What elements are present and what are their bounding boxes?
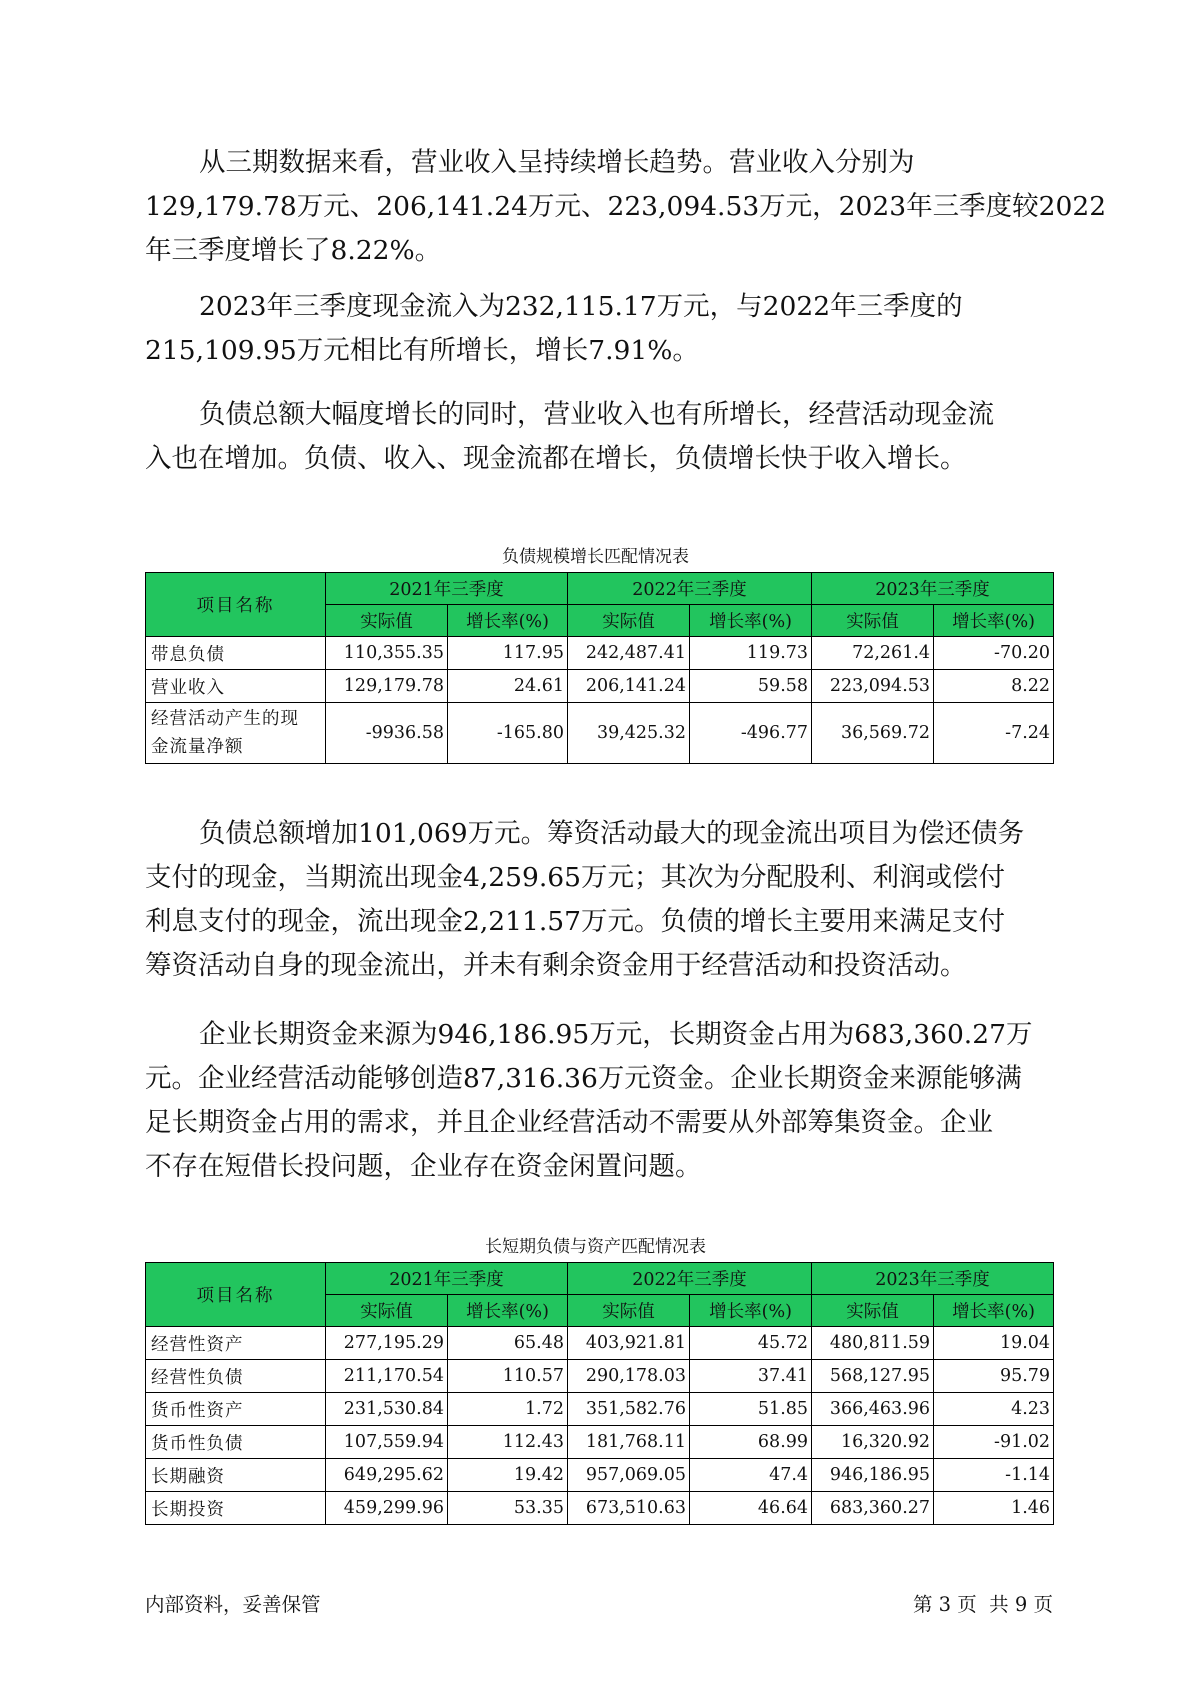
table-cell: -165.80 <box>448 703 568 764</box>
column-header-actual: 实际值 <box>812 1295 934 1327</box>
column-header-period: 2022年三季度 <box>568 573 812 605</box>
table-cell: -70.20 <box>934 637 1054 670</box>
table-row <box>146 670 1054 703</box>
paragraph-cash-inflow: 2023年三季度现金流入为232,115.17万元，与2022年三季度的 215,109.95万元相比有所增长，增长7.91%。 <box>145 291 963 366</box>
table-cell: -1.14 <box>934 1459 1054 1492</box>
table-cell: 480,811.59 <box>812 1327 934 1360</box>
table-cell: -91.02 <box>934 1426 1054 1459</box>
table-cell: 351,582.76 <box>568 1393 690 1426</box>
table-cell: 277,195.29 <box>326 1327 448 1360</box>
table-row <box>146 1327 1054 1360</box>
table-cell: 72,261.4 <box>812 637 934 670</box>
table-cell: 673,510.63 <box>568 1492 690 1525</box>
table-cell: 242,487.41 <box>568 637 690 670</box>
row-label: 货币性负债 <box>146 1426 326 1459</box>
table-cell: 37.41 <box>690 1360 812 1393</box>
table-cell: 45.72 <box>690 1327 812 1360</box>
column-header-actual: 实际值 <box>568 605 690 637</box>
table-cell: 366,463.96 <box>812 1393 934 1426</box>
table-cell: -9936.58 <box>326 703 448 764</box>
paragraph-long-term-funds: 企业长期资金来源为946,186.95万元，长期资金占用为683,360.27万 元。企业经营活动能够创造87,316.36万元资金。企业长期资金来源能够满 足长期资金占用的需求，并且企业经营活动不需要从外部筹集资金。企业 不存在短借长投问题，企业存在资金闲置问题。 <box>145 1019 1033 1182</box>
table-row <box>146 1426 1054 1459</box>
table-cell: 223,094.53 <box>812 670 934 703</box>
table-cell: 107,559.94 <box>326 1426 448 1459</box>
table-cell: 16,320.92 <box>812 1426 934 1459</box>
table-cell: 19.42 <box>448 1459 568 1492</box>
table-cell: 8.22 <box>934 670 1054 703</box>
table-cell: 47.4 <box>690 1459 812 1492</box>
footer-page-number: 第 3 页 共 9 页 <box>912 1593 1053 1616</box>
table-header-row <box>146 573 1054 605</box>
table-cell: 181,768.11 <box>568 1426 690 1459</box>
table-cell: 946,186.95 <box>812 1459 934 1492</box>
paragraph-revenue-trend: 从三期数据来看，营业收入呈持续增长趋势。营业收入分别为 129,179.78万元、206,141.24万元、223,094.53万元，2023年三季度较2022 年三季度增长了8.22%。 <box>145 147 1107 266</box>
table-row <box>146 1360 1054 1393</box>
table-cell: -496.77 <box>690 703 812 764</box>
column-header-growth: 增长率(%) <box>934 1295 1054 1327</box>
table-cell: 459,299.96 <box>326 1492 448 1525</box>
table-cell: 231,530.84 <box>326 1393 448 1426</box>
column-header-growth: 增长率(%) <box>690 605 812 637</box>
table-cell: 65.48 <box>448 1327 568 1360</box>
column-header-period: 2022年三季度 <box>568 1263 812 1295</box>
row-label: 货币性资产 <box>146 1393 326 1426</box>
table-cell: 59.58 <box>690 670 812 703</box>
table-cell: 211,170.54 <box>326 1360 448 1393</box>
table-cell: 957,069.05 <box>568 1459 690 1492</box>
table-cell: 46.64 <box>690 1492 812 1525</box>
table2-caption: 长短期负债与资产匹配情况表 <box>485 1237 706 1257</box>
column-header-actual: 实际值 <box>326 1295 448 1327</box>
paragraph-debt-growth: 负债总额大幅度增长的同时，营业收入也有所增长，经营活动现金流 入也在增加。负债、收入、现金流都在增长，负债增长快于收入增长。 <box>145 399 994 474</box>
table-cell: 206,141.24 <box>568 670 690 703</box>
row-label-line: 金流量净额 <box>151 737 244 757</box>
liability-asset-table <box>145 1262 1054 1525</box>
table-cell: 53.35 <box>448 1492 568 1525</box>
debt-growth-table <box>145 572 1054 764</box>
column-header-growth: 增长率(%) <box>448 1295 568 1327</box>
table-cell: 568,127.95 <box>812 1360 934 1393</box>
table-cell: 68.99 <box>690 1426 812 1459</box>
row-label-line: 经营活动产生的现 <box>151 709 299 729</box>
table-row <box>146 1459 1054 1492</box>
paragraph-debt-usage: 负债总额增加101,069万元。筹资活动最大的现金流出项目为偿还债务 支付的现金，当期流出现金4,259.65万元；其次为分配股利、利润或偿付 利息支付的现金，流出现金2,211.57万元。负债的增长主要用来满足支付 筹资活动自身的现金流出，并未有剩余资金用于经营活动和投资活动。 <box>145 818 1025 981</box>
table-cell: 649,295.62 <box>326 1459 448 1492</box>
column-header-period: 2023年三季度 <box>812 573 1054 605</box>
table-row <box>146 1492 1054 1525</box>
column-header-growth: 增长率(%) <box>448 605 568 637</box>
column-header-name: 项目名称 <box>146 573 326 637</box>
column-header-actual: 实际值 <box>568 1295 690 1327</box>
table-cell: -7.24 <box>934 703 1054 764</box>
column-header-actual: 实际值 <box>812 605 934 637</box>
table-cell: 117.95 <box>448 637 568 670</box>
table-cell: 1.46 <box>934 1492 1054 1525</box>
column-header-period: 2023年三季度 <box>812 1263 1054 1295</box>
table-cell: 24.61 <box>448 670 568 703</box>
row-label: 长期融资 <box>146 1459 326 1492</box>
table-cell: 51.85 <box>690 1393 812 1426</box>
column-header-growth: 增长率(%) <box>690 1295 812 1327</box>
column-header-growth: 增长率(%) <box>934 605 1054 637</box>
row-label: 营业收入 <box>146 670 326 703</box>
column-header-period: 2021年三季度 <box>326 1263 568 1295</box>
table-cell: 4.23 <box>934 1393 1054 1426</box>
table-cell: 19.04 <box>934 1327 1054 1360</box>
row-label: 经营性资产 <box>146 1327 326 1360</box>
table-cell: 95.79 <box>934 1360 1054 1393</box>
table-row <box>146 1393 1054 1426</box>
table-cell: 110.57 <box>448 1360 568 1393</box>
table-cell: 39,425.32 <box>568 703 690 764</box>
table-cell: 290,178.03 <box>568 1360 690 1393</box>
row-label <box>146 703 326 764</box>
table-row <box>146 637 1054 670</box>
row-label: 带息负债 <box>146 637 326 670</box>
table-cell: 403,921.81 <box>568 1327 690 1360</box>
column-header-actual: 实际值 <box>326 605 448 637</box>
table-cell: 36,569.72 <box>812 703 934 764</box>
column-header-name: 项目名称 <box>146 1263 326 1327</box>
table-row <box>146 703 1054 764</box>
table-cell: 110,355.35 <box>326 637 448 670</box>
row-label: 经营性负债 <box>146 1360 326 1393</box>
row-label: 长期投资 <box>146 1492 326 1525</box>
table-cell: 1.72 <box>448 1393 568 1426</box>
table-cell: 112.43 <box>448 1426 568 1459</box>
table-cell: 129,179.78 <box>326 670 448 703</box>
table-cell: 119.73 <box>690 637 812 670</box>
table-header-row <box>146 1263 1054 1295</box>
table-cell: 683,360.27 <box>812 1492 934 1525</box>
table1-caption: 负债规模增长匹配情况表 <box>502 547 689 567</box>
footer-confidential-note: 内部资料，妥善保管 <box>145 1593 321 1616</box>
column-header-period: 2021年三季度 <box>326 573 568 605</box>
